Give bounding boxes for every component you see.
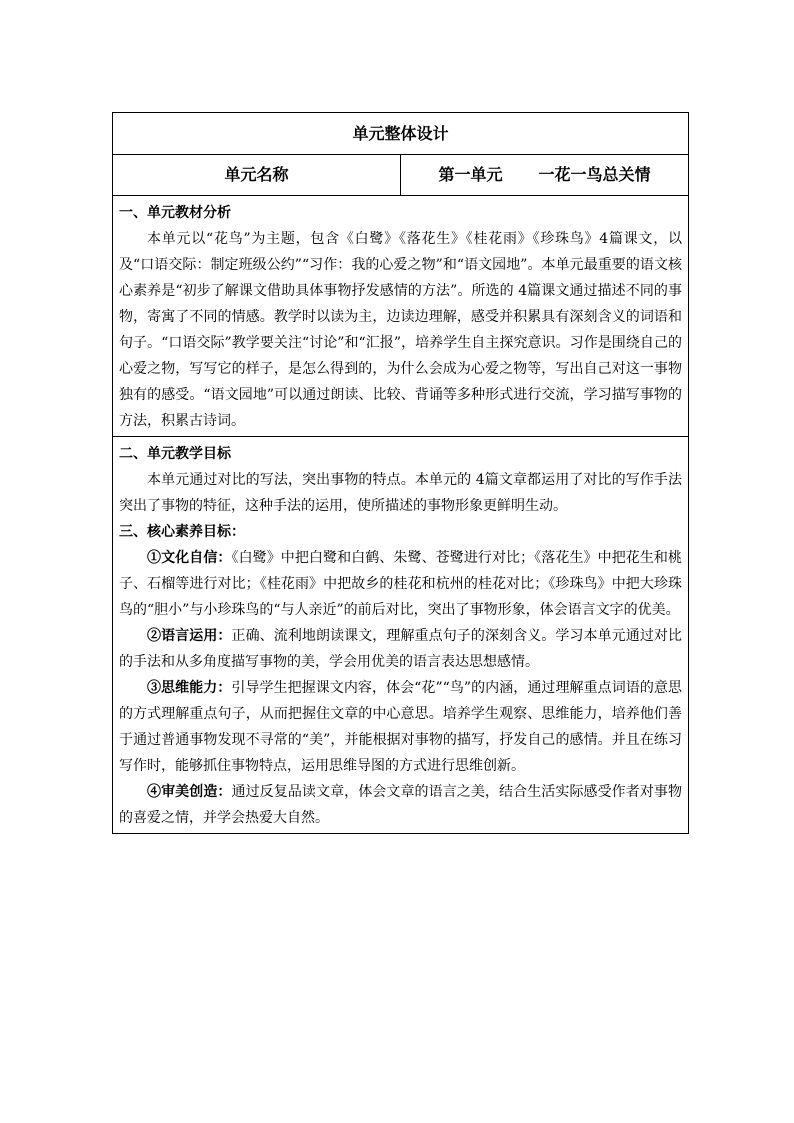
goal-text: 引导学生把握课文内容，体会“花”“鸟”的内涵，通过理解重点词语的意思的方式理解重点句子，从而把握住文章的中心意思。培养学生观察、思维能力，培养他们善于通过普通事物发现不寻常的“美”，并能根据对事物的描写，抒发自己的感情。并且在练习写作时，能够抓住事物特点，运用思维导图的方式进行思维创新。 [119, 680, 682, 774]
section-paragraph: 本单元以“花鸟”为主题，包含《白鹭》《落花生》《桂花雨》《珍珠鸟》4篇课文，以及“口语交际：制定班级公约”“习作：我的心爱之物”和“语文园地”。本单元最重要的语文核心素养是“初步了解课文借助具体事物抒发感情的方法”。所选的 4篇课文通过描述不同的事物，寄寓了不同的情感。教学时以读为主，边读边理解，感受并积累具有深刻含义的词语和句子。“口语交际”教学要关注“讨论”和“汇报”，培养学生自主探究意识。习作是围绕自己的心爱之物，写写它的样子，是怎么得到的，为什么会成为心爱之物等，写出自己对这一事物独有的感受。“语文园地”可以通过朗读、比较、背诵等多种形式进行交流，学习描写事物的方法，积累古诗词。 [119, 231, 682, 429]
section-material-analysis-row [113, 196, 689, 437]
unit-name-value [401, 155, 689, 196]
goal-lead: ③思维能力： [147, 680, 232, 696]
goal-item [119, 623, 682, 675]
section-teaching-goals-row [113, 437, 689, 834]
section-material-analysis [113, 196, 689, 437]
goal-text: 通过反复品读文章，体会文章的语言之美，结合生活实际感受作者对事物的喜爱之情，并学会热爱大自然。 [119, 784, 683, 826]
section-paragraph: 本单元通过对比的写法，突出事物的特点。本单元的 4篇文章都运用了对比的写作手法突出了事物的特征，这种手法的运用，使所描述的事物形象更鲜明生动。 [119, 472, 682, 514]
goal-item [119, 545, 682, 623]
table-title: 单元整体设计 [113, 113, 689, 155]
goal-lead: ②语言运用： [147, 628, 232, 644]
goal-item [119, 779, 682, 831]
goal-text: 《白鹭》中把白鹭和白鹤、朱鹭、苍鹭进行对比；《落花生》中把花生和桃子、石榴等进行对比；《桂花雨》中把故乡的桂花和杭州的桂花对比；《珍珠鸟》中把大珍珠鸟的“胆小”与小珍珠鸟的“与人亲近”的前后对比，突出了事物形象，体会语言文字的优美。 [119, 550, 683, 618]
section-teaching-goals [113, 437, 689, 834]
unit-number: 第一单元 [438, 165, 503, 184]
goal-item [119, 675, 682, 779]
unit-design-table [112, 112, 689, 834]
goal-text: 正确、流利地朗读课文，理解重点句子的深刻含义。学习本单元通过对比的手法和从多角度描写事物的美，学会用优美的语言表达思想感情。 [119, 628, 683, 670]
section-heading: 三、核心素养目标： [119, 524, 245, 540]
unit-theme: 一花一鸟总关情 [538, 165, 651, 184]
title-row [113, 113, 689, 155]
unit-name-label: 单元名称 [113, 155, 401, 196]
unit-name-row [113, 155, 689, 196]
section-heading: 二、单元教学目标 [119, 446, 231, 462]
goal-lead: ④审美创造： [147, 784, 232, 800]
goal-lead: ①文化自信： [147, 550, 232, 566]
section-heading: 一、单元教材分析 [119, 205, 231, 221]
